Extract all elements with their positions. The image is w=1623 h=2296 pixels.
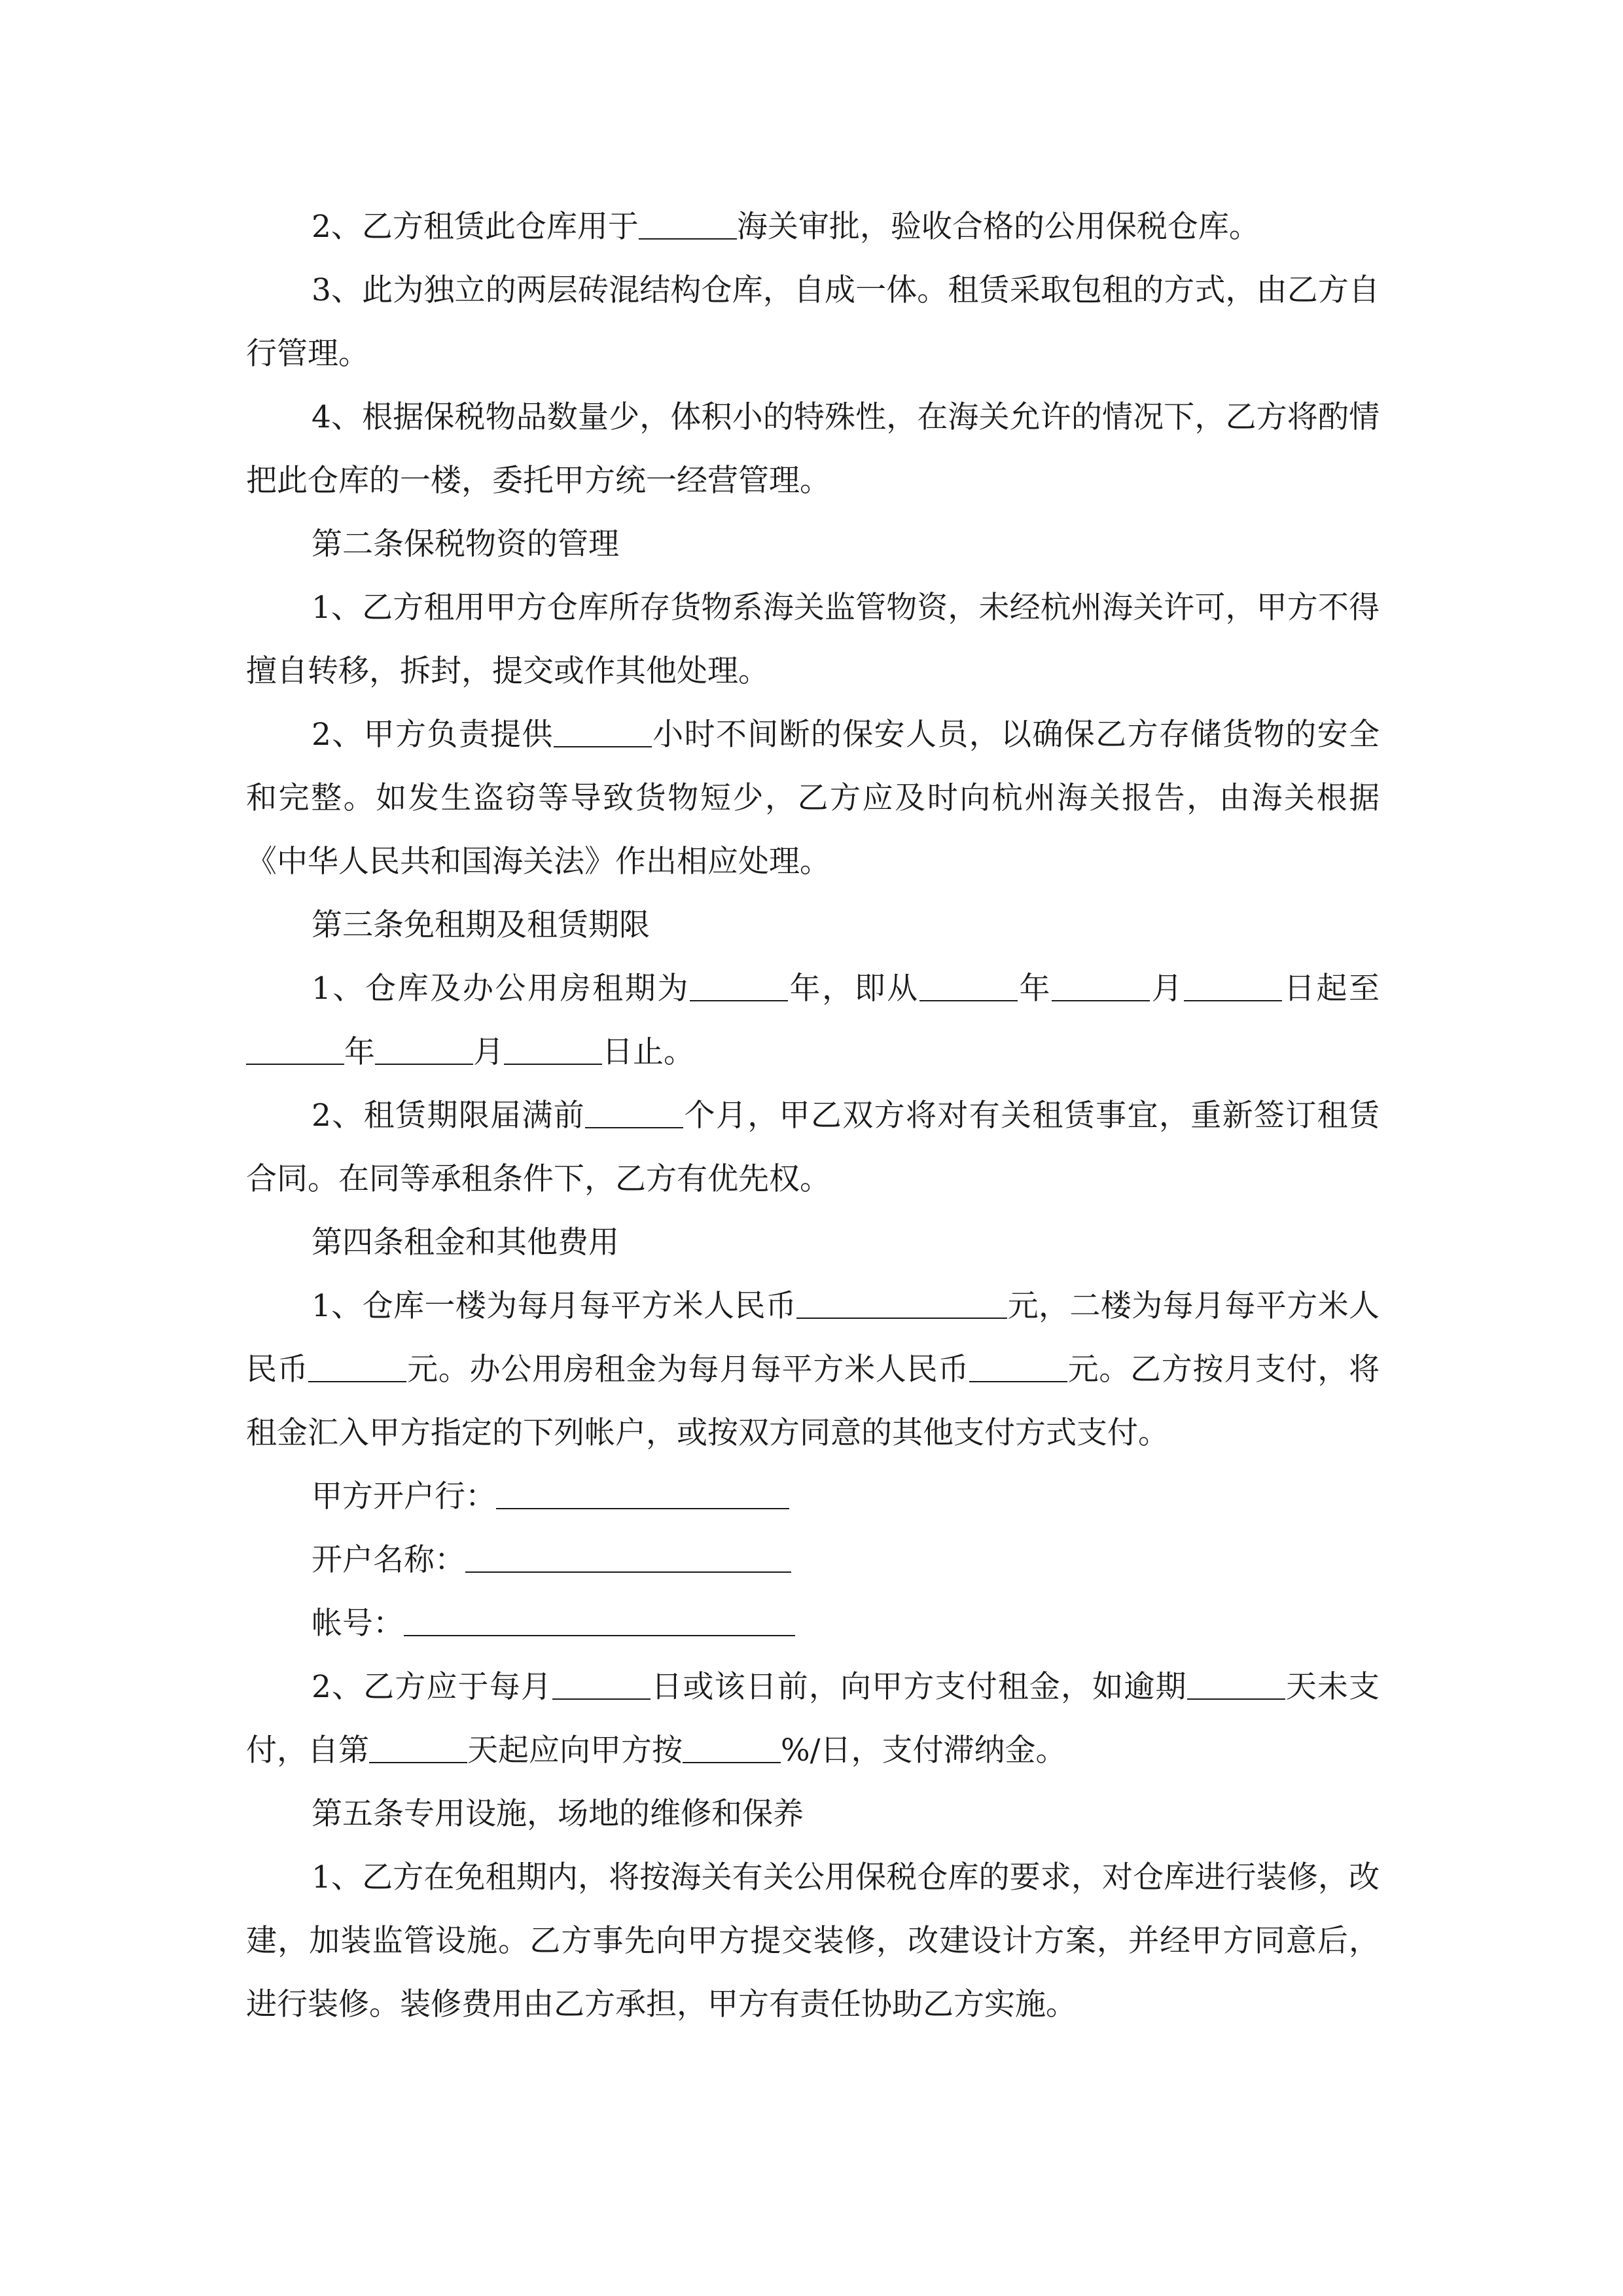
clause-paragraph: 2、租赁期限届满前 个月，甲乙双方将对有关租赁事宜，重新签订租赁合同。在同等承租条件下，乙方有优先权。: [246, 1098, 1380, 1197]
fill-blank: [369, 1736, 467, 1763]
fill-blank: [308, 1355, 406, 1382]
bank-line: [496, 1482, 789, 1509]
section-heading: 第四条租金和其他费用: [312, 1225, 619, 1261]
section-heading: 第五条专用设施，场地的维修和保养: [312, 1796, 804, 1832]
section-heading: 第二条保税物资的管理: [312, 526, 619, 562]
fill-blank: [504, 1037, 602, 1065]
account-name-field: [246, 1528, 1380, 1592]
fill-blank: [1187, 1672, 1285, 1700]
fill-blank: [1184, 974, 1282, 1001]
clause-paragraph: 1、仓库一楼为每月每平方米人民币 元，二楼为每月每平方米人民币 元。办公用房租金为每月每平方米人民币 元。乙方按月支付，将租金汇入甲方指定的下列帐户，或按双方同意的其他支付方式支付。: [246, 1288, 1380, 1451]
clause-paragraph: 2、乙方租赁此仓库用于 海关审批，验收合格的公用保税仓库。: [312, 209, 1260, 245]
clause-paragraph: 2、乙方应于每月 日或该日前，向甲方支付租金，如逾期 天未支付，自第 天起应向甲方按 %/日，支付滞纳金。: [246, 1669, 1380, 1768]
document-body: [246, 195, 1380, 2036]
fill-blank: [552, 1672, 651, 1700]
fill-blank: [375, 1037, 473, 1065]
fill-blank: [246, 1037, 344, 1065]
clause-paragraph: 4、根据保税物品数量少，体积小的特殊性，在海关允许的情况下，乙方将酌情把此仓库的一楼，委托甲方统一经营管理。: [246, 399, 1380, 499]
section-heading: 第三条免租期及租赁期限: [312, 907, 650, 943]
account-name-line: [465, 1545, 791, 1573]
clause-paragraph: 1、仓库及办公用房租期为 年，即从 年 月 日起至年 月 日止。: [246, 957, 1380, 1084]
account-number-line: [404, 1609, 795, 1636]
fill-blank: [585, 1101, 683, 1128]
clause-paragraph: 1、乙方租用甲方仓库所存货物系海关监管物资，未经杭州海关许可，甲方不得擅自转移，拆封，提交或作其他处理。: [246, 590, 1380, 689]
clause-paragraph: 3、此为独立的两层砖混结构仓库，自成一体。租赁采取包租的方式，由乙方自行管理。: [246, 272, 1380, 372]
fill-blank: [554, 720, 652, 747]
clause-paragraph: 1、乙方在免租期内，将按海关有关公用保税仓库的要求，对仓库进行装修，改建，加装监管设施。乙方事先向甲方提交装修，改建设计方案，并经甲方同意后，进行装修。装修费用由乙方承担，甲方有责任协助乙方实施。: [246, 1859, 1380, 2022]
clause-paragraph: 2、甲方负责提供 小时不间断的保安人员，以确保乙方存储货物的安全和完整。如发生盗窃等导致货物短少，乙方应及时向杭州海关报告，由海关根据《中华人民共和国海关法》作出相应处理。: [246, 717, 1380, 880]
fill-blank: [683, 1736, 781, 1763]
bank-field: [246, 1465, 1380, 1528]
account-number-label: 帐号：: [312, 1605, 404, 1641]
account-number-field: [246, 1592, 1380, 1655]
fill-blank: [919, 974, 1018, 1001]
fill-blank: [1052, 974, 1150, 1001]
fill-blank: [796, 1291, 1007, 1319]
fill-blank: [969, 1355, 1067, 1382]
account-name-label: 开户名称：: [312, 1542, 465, 1578]
bank-label: 甲方开户行：: [312, 1479, 496, 1515]
fill-blank: [690, 974, 788, 1001]
fill-blank: [639, 212, 737, 240]
